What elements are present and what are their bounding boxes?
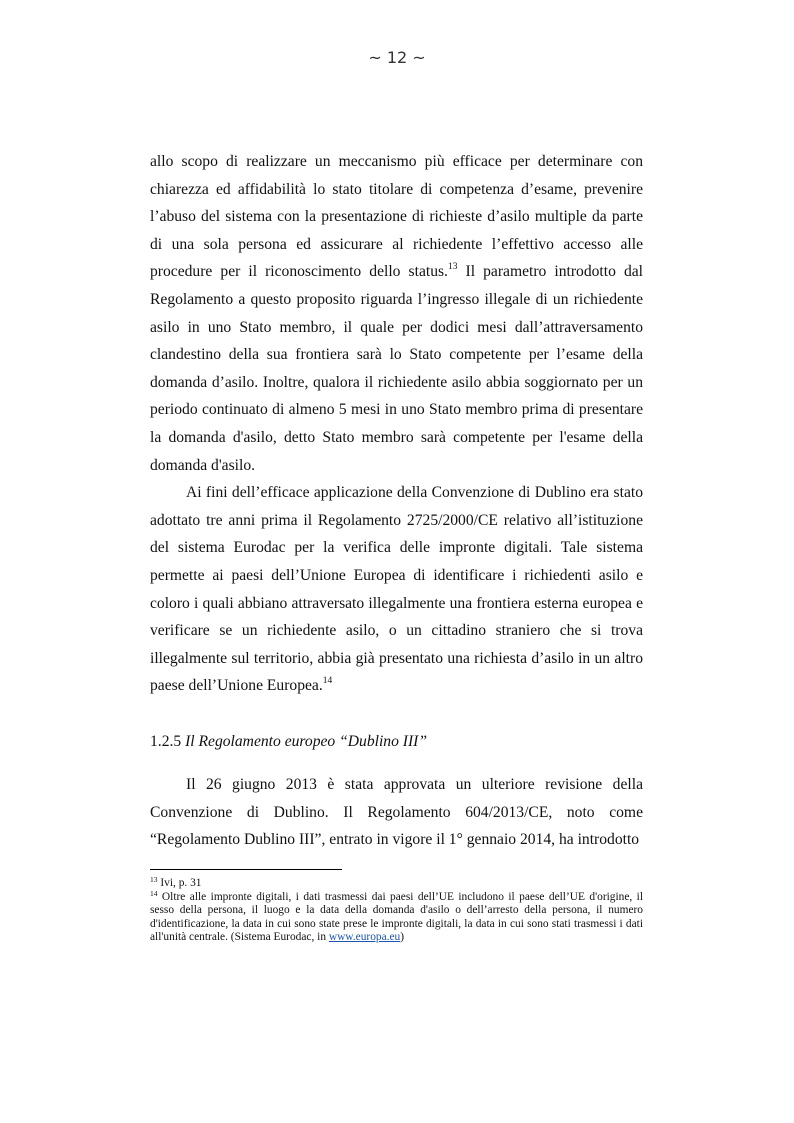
paragraph-2 <box>150 479 643 700</box>
body-text-continued <box>150 771 643 854</box>
footnote-ref-13[interactable]: 13 <box>447 262 458 273</box>
page-number: ~ 12 ~ <box>368 48 426 67</box>
paragraph-1-text-a: allo scopo di realizzare un meccanismo più efficace per determinare con chiarezza ed affidabilità lo stato titolare di competenza d’esame, prevenire l’abuso del sistema con la presentazione di richieste d’asilo multiple da parte di una sola persona ed assicurare al richiedente l’effettivo accesso alle procedure per il riconoscimento dello status. <box>150 153 643 281</box>
paragraph-3: Il 26 giugno 2013 è stata approvata un ulteriore revisione della Convenzione di Dublino. Il Regolamento 604/2013/CE, noto come “Regolamento Dublino III”, entrato in vigore il 1° gennaio 2014, ha introdotto <box>150 776 643 849</box>
footnote-13 <box>150 877 643 891</box>
paragraph-1 <box>150 148 643 479</box>
footnote-13-number: 13 <box>150 875 158 884</box>
footnote-separator <box>150 869 342 870</box>
section-heading <box>150 728 643 756</box>
paragraph-1-text-b: Il parametro introdotto dal Regolamento a questo proposito riguarda l’ingresso illegale di un richiedente asilo in uno Stato membro, il quale per dodici mesi dall’attraversamento clandestino della sua frontiera sarà lo Stato competente per l’esame della domanda d’asilo. Inoltre, qualora il richiedente asilo abbia soggiornato per un periodo continuato di almeno 5 mesi in uno Stato membro prima di presentare la domanda d'asilo, detto Stato membro sarà competente per l'esame della domanda d'asilo. <box>150 263 644 474</box>
section-title: Il Regolamento europeo “Dublino III” <box>185 733 428 750</box>
footnote-14 <box>150 888 643 945</box>
paragraph-2-text: Ai fini dell’efficace applicazione della Convenzione di Dublino era stato adottato tre anni prima il Regolamento 2725/2000/CE relativo all’istituzione del sistema Eurodac per la verifica delle impronte digitali. Tale sistema permette ai paesi dell’Unione Europea di identificare i richiedenti asilo e coloro i quali abbiano attraversato illegalmente una frontiera esterna europea e verificare se un richiedente asilo, o un cittadino straniero che si trova illegalmente sul territorio, abbia già presentato una richiesta d’asilo in un altro paese dell’Unione Europea. <box>150 484 643 695</box>
body-text <box>150 148 643 700</box>
section-number: 1.2.5 <box>150 733 182 750</box>
footnote-14-tail: ) <box>400 931 405 944</box>
footnote-14-number: 14 <box>150 888 158 898</box>
europa-link[interactable]: www.europa.eu <box>328 931 401 944</box>
footnote-14-text: Oltre alle impronte digitali, i dati trasmessi dai paesi dell’UE includono il paese dell’UE d'origine, il sesso della persona, il luogo e la data della domanda d'asilo o dell’arresto della persona, il numero d'identificazione, la data in cui sono state prese le impronte digitali, la data in cui sono stati trasmessi i dati all'unità centrale. (Sistema Eurodac, in <box>150 890 643 944</box>
footnote-13-text: Ivi, p. 31 <box>157 877 202 889</box>
footnote-ref-14[interactable]: 14 <box>322 676 333 687</box>
footnotes <box>150 877 643 945</box>
